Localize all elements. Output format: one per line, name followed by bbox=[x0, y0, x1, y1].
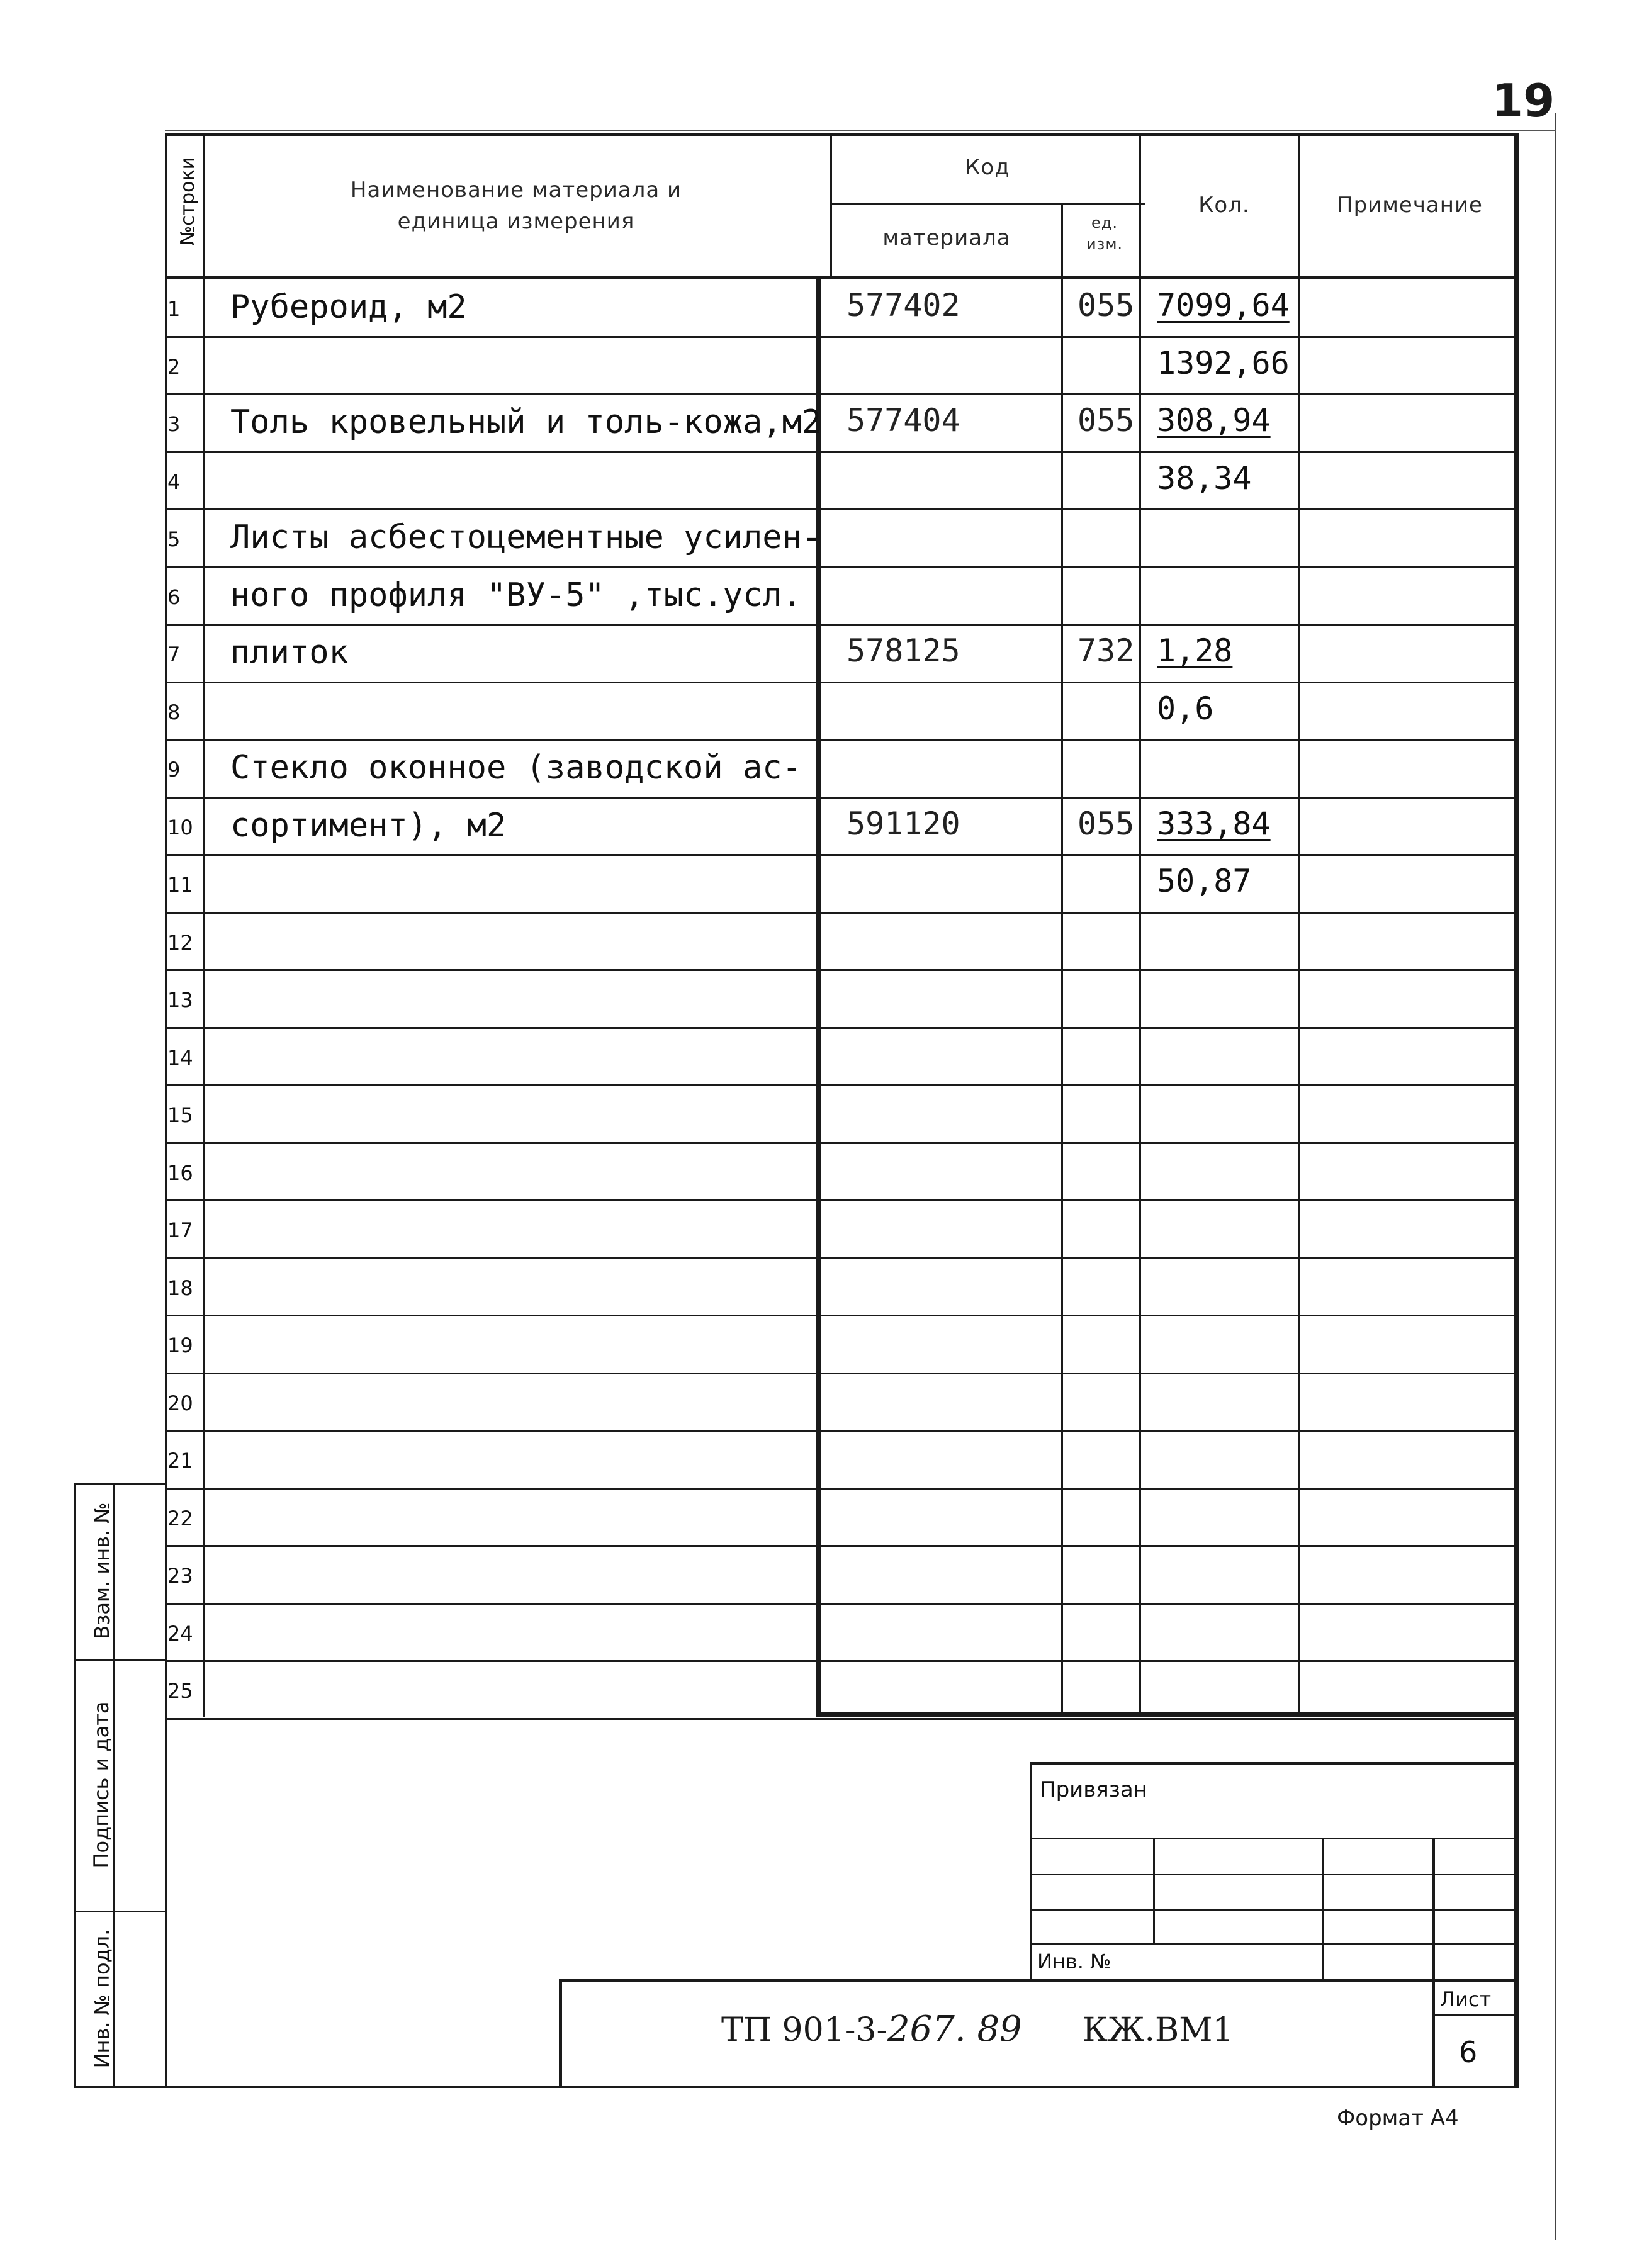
unit-code: 055 bbox=[1077, 287, 1135, 323]
quantity: 1,28 bbox=[1157, 632, 1233, 669]
row-number: 8 bbox=[167, 700, 181, 724]
label-inv-podl: Инв. № подл. bbox=[90, 1929, 114, 2069]
row-number: 3 bbox=[167, 412, 181, 436]
row-number: 20 bbox=[167, 1391, 193, 1415]
header-unit-line2: изм. bbox=[1086, 235, 1123, 253]
row-number: 21 bbox=[167, 1449, 193, 1473]
doc-code-handwritten: 267. 89 bbox=[887, 2009, 1022, 2050]
row-number: 18 bbox=[167, 1276, 193, 1300]
label-podpis-data: Подпись и дата bbox=[89, 1701, 113, 1868]
row-number: 22 bbox=[167, 1507, 193, 1530]
header-code: Код bbox=[965, 155, 1010, 180]
row-number: 6 bbox=[167, 585, 181, 609]
row-number: 11 bbox=[167, 873, 193, 897]
material-code: 578125 bbox=[847, 632, 960, 669]
row-number: 10 bbox=[167, 816, 193, 839]
row-number: 2 bbox=[167, 355, 181, 379]
row-number: 7 bbox=[167, 643, 181, 666]
material-name: Толь кровельный и толь-кожа,м2 bbox=[230, 403, 822, 441]
header-name-line2: единица измерения bbox=[397, 209, 635, 234]
quantity: 38,34 bbox=[1157, 460, 1252, 497]
page-number: 19 bbox=[1492, 74, 1555, 127]
header-row-no: №строки bbox=[177, 157, 199, 246]
header-material: материала bbox=[882, 225, 1011, 250]
header-note: Примечание bbox=[1337, 193, 1483, 218]
row-number: 9 bbox=[167, 758, 181, 782]
row-number: 16 bbox=[167, 1161, 193, 1185]
sheet-label: Лист bbox=[1440, 1987, 1492, 2011]
quantity: 50,87 bbox=[1157, 863, 1252, 899]
material-code: 577402 bbox=[847, 287, 960, 323]
row-number: 23 bbox=[167, 1564, 193, 1588]
sheet-number: 6 bbox=[1459, 2035, 1478, 2069]
row-number: 15 bbox=[167, 1103, 193, 1127]
label-vzam-inv: Взам. инв. № bbox=[90, 1502, 114, 1639]
row-number: 1 bbox=[167, 297, 181, 321]
unit-code: 732 bbox=[1077, 632, 1135, 669]
material-name: Листы асбестоцементные усилен- bbox=[230, 519, 822, 556]
material-name: ного профиля "ВУ-5" ,тыс.усл. bbox=[230, 576, 802, 614]
quantity: 333,84 bbox=[1157, 806, 1271, 842]
unit-code: 055 bbox=[1077, 806, 1135, 842]
row-number: 17 bbox=[167, 1218, 193, 1242]
unit-code: 055 bbox=[1077, 402, 1135, 439]
row-number: 13 bbox=[167, 988, 193, 1012]
row-number: 19 bbox=[167, 1333, 193, 1357]
header-name-line1: Наименование материала и bbox=[350, 177, 682, 203]
header-qty: Кол. bbox=[1198, 193, 1250, 218]
quantity: 0,6 bbox=[1157, 690, 1214, 727]
material-name: Рубероид, м2 bbox=[230, 288, 467, 326]
row-number: 12 bbox=[167, 931, 193, 955]
quantity: 7099,64 bbox=[1157, 287, 1290, 323]
quantity: 1392,66 bbox=[1157, 345, 1290, 381]
row-number: 4 bbox=[167, 470, 181, 494]
header-unit-line1: ед. bbox=[1091, 214, 1118, 232]
material-code: 591120 bbox=[847, 806, 960, 842]
format-label: Формат А4 bbox=[1337, 2106, 1459, 2131]
material-name: сортимент), м2 bbox=[230, 807, 507, 845]
row-number: 24 bbox=[167, 1622, 193, 1646]
row-number: 14 bbox=[167, 1046, 193, 1070]
quantity: 308,94 bbox=[1157, 402, 1271, 439]
row-number: 25 bbox=[167, 1679, 193, 1703]
row-number: 5 bbox=[167, 527, 181, 551]
document-code bbox=[721, 2009, 1234, 2050]
privyazan-label: Привязан bbox=[1040, 1777, 1147, 1802]
doc-code-suffix: КЖ.ВМ1 bbox=[1082, 2011, 1234, 2049]
material-name: плиток bbox=[230, 634, 349, 671]
inv-no-label: Инв. № bbox=[1037, 1950, 1111, 1973]
doc-code-prefix: ТП 901-3- bbox=[721, 2011, 888, 2049]
material-name: Стекло оконное (заводской ас- bbox=[230, 749, 802, 787]
material-code: 577404 bbox=[847, 402, 960, 439]
